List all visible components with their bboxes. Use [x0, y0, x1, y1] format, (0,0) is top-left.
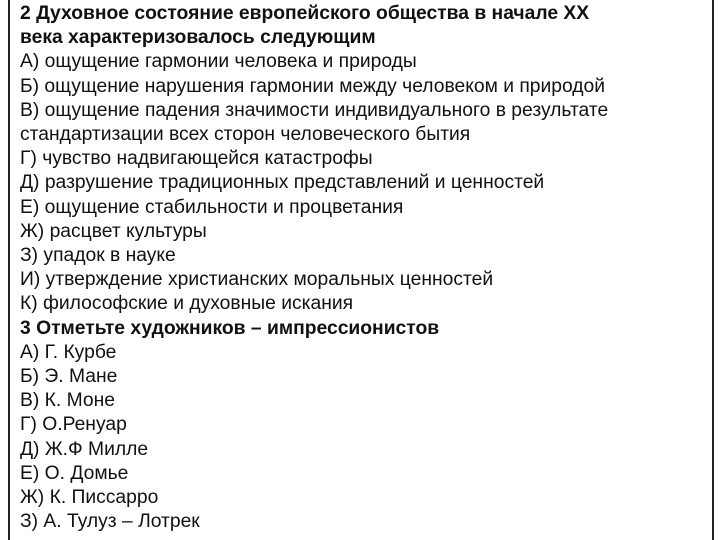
question-2-option-i: И) утверждение христианских моральных ценностей [20, 269, 494, 291]
question-2-option-v: В) ощущение падения значимости индивидуального в результате [20, 99, 609, 121]
question-list [20, 2, 710, 534]
question-2-option-z: З) упадок в науке [20, 245, 176, 267]
question-3-option-d: Д) Ж.Ф Милле [20, 438, 149, 460]
question-3-option-g: Г) О.Ренуар [20, 414, 127, 436]
question-2-option-a: А) ощущение гармонии человека и природы [20, 51, 417, 73]
question-3-option-e: Е) О. Домье [20, 462, 129, 484]
question-2-option-k: К) философские и духовные искания [20, 293, 354, 315]
question-2-title-line-1: 2 Духовное состояние европейского общества в начале XX [20, 3, 590, 24]
question-2-option-b: Б) ощущение нарушения гармонии между человеком и природой [20, 75, 606, 97]
question-2-option-g: Г) чувство надвигающейся катастрофы [20, 148, 373, 170]
question-3-option-zh: Ж) К. Писсарро [20, 487, 159, 509]
question-3-option-v: В) К. Моне [20, 390, 115, 412]
question-3-option-z: З) А. Тулуз – Лотрек [20, 511, 200, 533]
question-3-option-b: Б) Э. Мане [20, 366, 118, 388]
question-2-option-zh: Ж) расцвет культуры [20, 220, 207, 242]
question-3-title: 3 Отметьте художников – импрессионистов [20, 317, 440, 339]
question-3-option-a: А) Г. Курбе [20, 341, 117, 363]
question-2-option-v-continued: стандартизации всех сторон человеческого бытия [20, 124, 471, 146]
document-page [8, 0, 714, 540]
question-2-option-d: Д) разрушение традиционных представлений и ценностей [20, 172, 545, 194]
question-2-title-line-2: века характеризовалось следующим [20, 27, 376, 49]
question-2-option-e: Е) ощущение стабильности и процветания [20, 196, 404, 218]
